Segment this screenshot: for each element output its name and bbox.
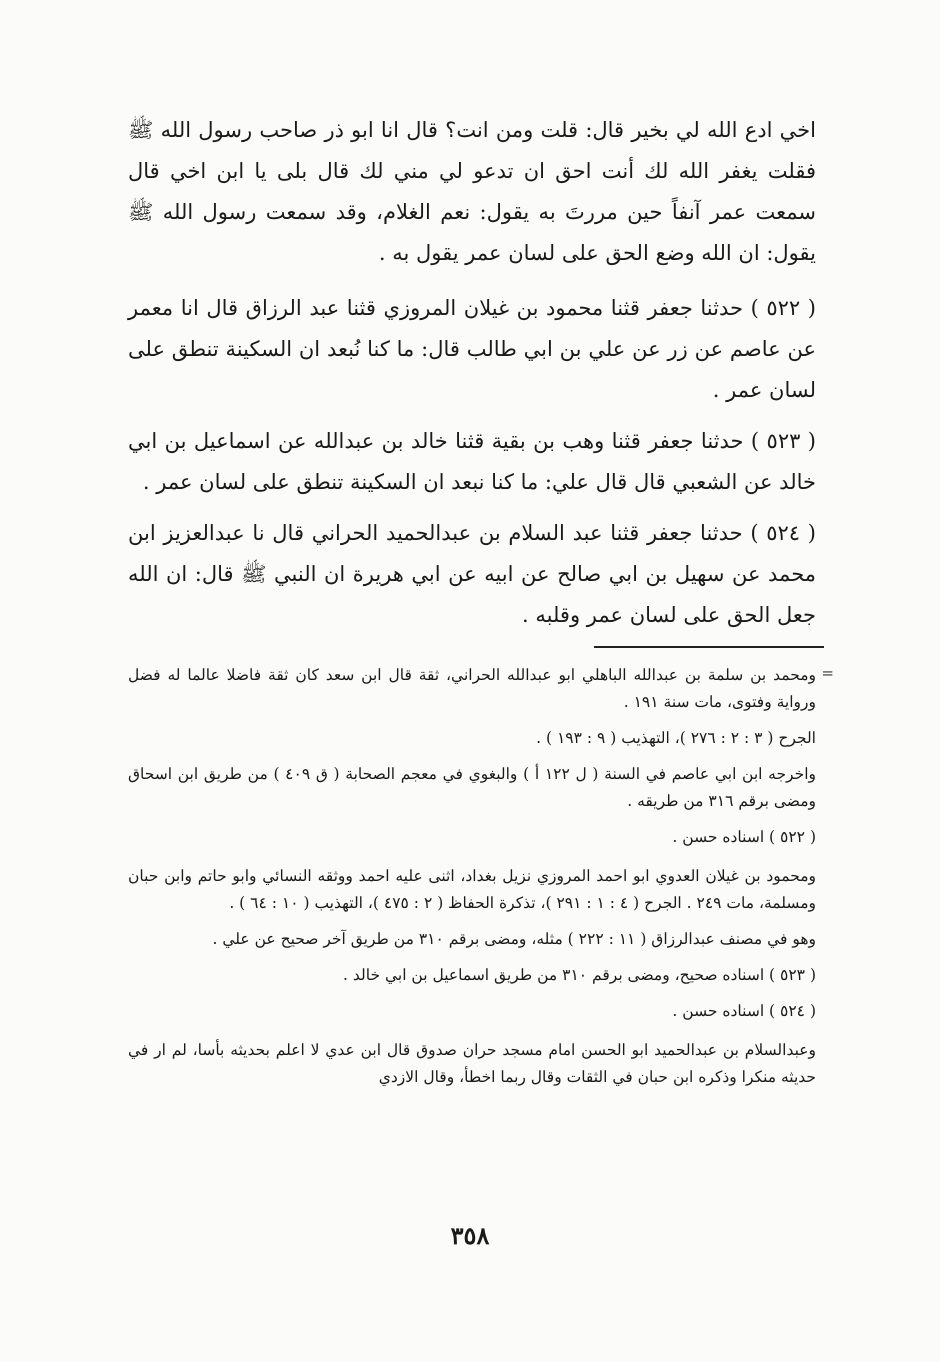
paragraph-continuation: اخي ادع الله لي بخير قال: قلت ومن انت؟ قال انا ابو ذر صاحب رسول الله ﷺ فقلت يغفر الله لك أنت احق ان تدعو لي مني لك قال بلى يا ابن اخي قال سمعت عمر آنفاً حين مررتَ به يقول: نعم الغلام، وقد سمعت رسول الله ﷺ يقول: ان الله وضع الحق على لسان عمر يقول به . <box>128 118 816 265</box>
footnote-item: وهو في مصنف عبدالرزاق ( ١١ : ٢٢٢ ) مثله، ومضى برقم ٣١٠ من طريق آخر صحيح عن علي . <box>212 930 816 948</box>
footnote-item: وعبدالسلام بن عبدالحميد ابو الحسن امام مسجد حران صدوق قال ابن عدي لا اعلم بحديثه بأسا، لم ار في حديثه منكرا وذكره ابن حبان في الثقات وقال ربما اخطأ، وقال الازدي <box>128 1041 816 1086</box>
footnote-item: الجرح ( ٣ : ٢ : ٢٧٦ )، التهذيب ( ٩ : ١٩٣ ) . <box>536 729 816 747</box>
footnote-item: ( ٥٢٤ ) اسناده حسن . <box>672 1002 816 1020</box>
page-body <box>128 110 834 1100</box>
footnote-item: ومحمود بن غيلان العدوي ابو احمد المروزي نزيل بغداد، اثنى عليه احمد ووثقه النسائي وابو حاتم وابن حبان ومسلمة، مات ٢٤٩ . الجرح ( ٤ : ١ : ٢٩١ )، تذكرة الحفاظ ( ٢ : ٤٧٥ )، التهذيب ( ١٠ : ٦٤ ) . <box>128 867 816 912</box>
footnote-item: ( ٥٢٢ ) اسناده حسن . <box>672 828 816 846</box>
footnote-item: واخرجه ابن ابي عاصم في السنة ( ل ١٢٢ أ ) والبغوي في معجم الصحابة ( ق ٤٠٩ ) من طريق ابن اسحاق ومضى برقم ٣١٦ من طريقه . <box>128 765 816 810</box>
page-number: ٣٥٨ <box>450 1221 490 1250</box>
hadith-522: ( ٥٢٢ ) حدثنا جعفر قثنا محمود بن غيلان المروزي قثنا عبد الرزاق قال انا معمر عن عاصم عن زر عن علي بن ابي طالب قال: ما كنا نُبعد ان السكينة تنطق على لسان عمر . <box>128 296 817 402</box>
footnote-item: ( ٥٢٣ ) اسناده صحيح، ومضى برقم ٣١٠ من طريق اسماعيل بن ابي خالد . <box>343 966 816 984</box>
footnotes <box>128 662 834 1091</box>
footnote-item: ومحمد بن سلمة بن عبدالله الباهلي ابو عبدالله الحراني، ثقة قال ابن سعد كان ثقة فاضلا عالما له فضل ورواية وفتوى، مات سنة ١٩١ . <box>128 666 816 711</box>
main-text <box>128 110 816 636</box>
footnote-divider <box>594 646 824 648</box>
hadith-523: ( ٥٢٣ ) حدثنا جعفر قثنا وهب بن بقية قثنا خالد بن عبدالله عن اسماعيل بن ابي خالد عن الشعبي قال قال علي: ما كنا نبعد ان السكينة تنطق على لسان عمر . <box>128 429 816 494</box>
footnote-continuation-marker: = <box>821 664 834 682</box>
hadith-524: ( ٥٢٤ ) حدثنا جعفر قثنا عبد السلام بن عبدالحميد الحراني قال نا عبدالعزيز ابن محمد عن سهيل بن ابي صالح عن ابيه عن ابي هريرة ان النبي ﷺ قال: ان الله جعل الحق على لسان عمر وقلبه . <box>128 521 816 627</box>
